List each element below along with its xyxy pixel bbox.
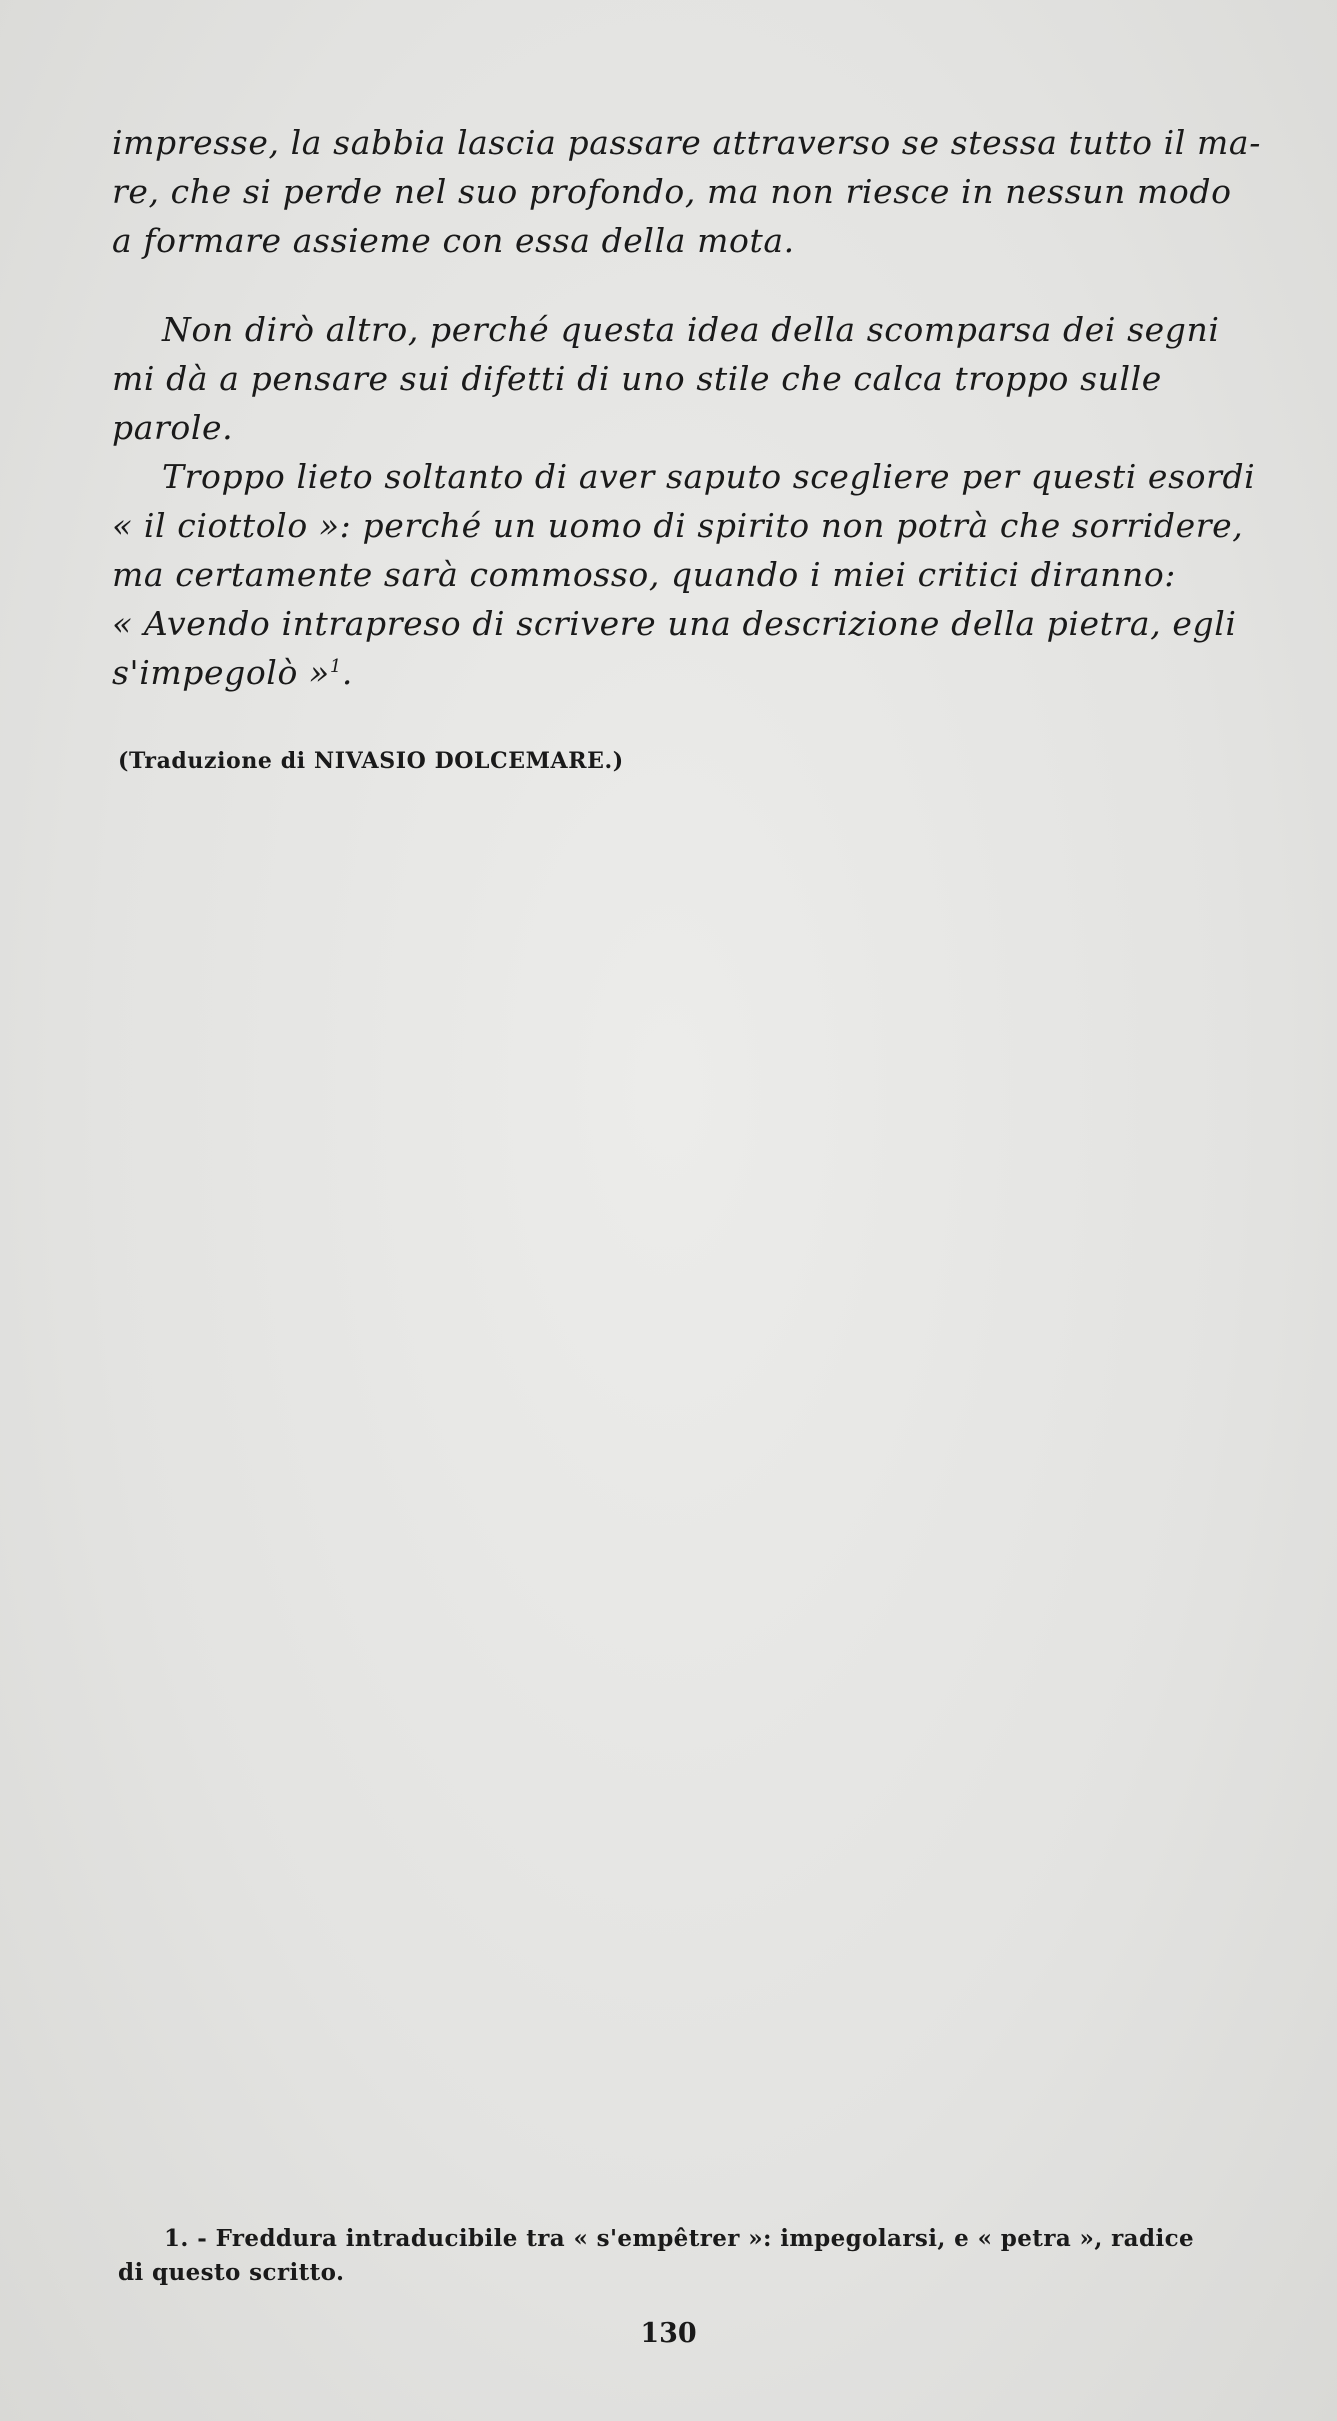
paragraph-3-line-4: « Avendo intrapreso di scrivere una descrizione della pietra, egli bbox=[112, 604, 1237, 643]
body-text bbox=[112, 118, 1292, 697]
paragraph-3 bbox=[112, 452, 1292, 697]
footnote bbox=[118, 2222, 1293, 2290]
paragraph-2 bbox=[112, 305, 1292, 452]
page-number: 130 bbox=[640, 2318, 697, 2349]
paragraph-2-line-2: mi dà a pensare sui difetti di uno stile che calca troppo sulle bbox=[112, 359, 1162, 398]
paragraph-3-line-3: ma certamente sarà commosso, quando i miei critici diranno: bbox=[112, 555, 1177, 594]
paragraph-3-line-1: Troppo lieto soltanto di aver saputo scegliere per questi esordi bbox=[162, 457, 1256, 496]
paragraph-1-line-3: a formare assieme con essa della mota. bbox=[112, 221, 795, 260]
paragraph-1-line-1: impresse, la sabbia lascia passare attraverso se stessa tutto il ma- bbox=[112, 123, 1261, 162]
paragraph-gap bbox=[112, 265, 1292, 305]
paragraph-3-line-2: « il ciottolo »: perché un uomo di spirito non potrà che sorridere, bbox=[112, 506, 1244, 545]
footnote-line-2: di questo scritto. bbox=[118, 2259, 345, 2286]
translation-credit: (Traduzione di NIVASIO DOLCEMARE.) bbox=[118, 748, 624, 774]
paragraph-1 bbox=[112, 118, 1292, 265]
paragraph-3-line-5-end: . bbox=[341, 653, 353, 692]
footnote-reference: 1 bbox=[329, 656, 342, 677]
paragraph-1-line-2: re, che si perde nel suo profondo, ma non riesce in nessun modo bbox=[112, 172, 1232, 211]
footnote-line-1: 1. - Freddura intraducibile tra « s'empêtrer »: impegolarsi, e « petra », radice bbox=[164, 2225, 1195, 2252]
paragraph-3-line-5: s'impegolò » bbox=[112, 653, 330, 692]
paragraph-2-line-1: Non dirò altro, perché questa idea della scomparsa dei segni bbox=[162, 310, 1220, 349]
paragraph-2-line-3: parole. bbox=[112, 408, 234, 447]
